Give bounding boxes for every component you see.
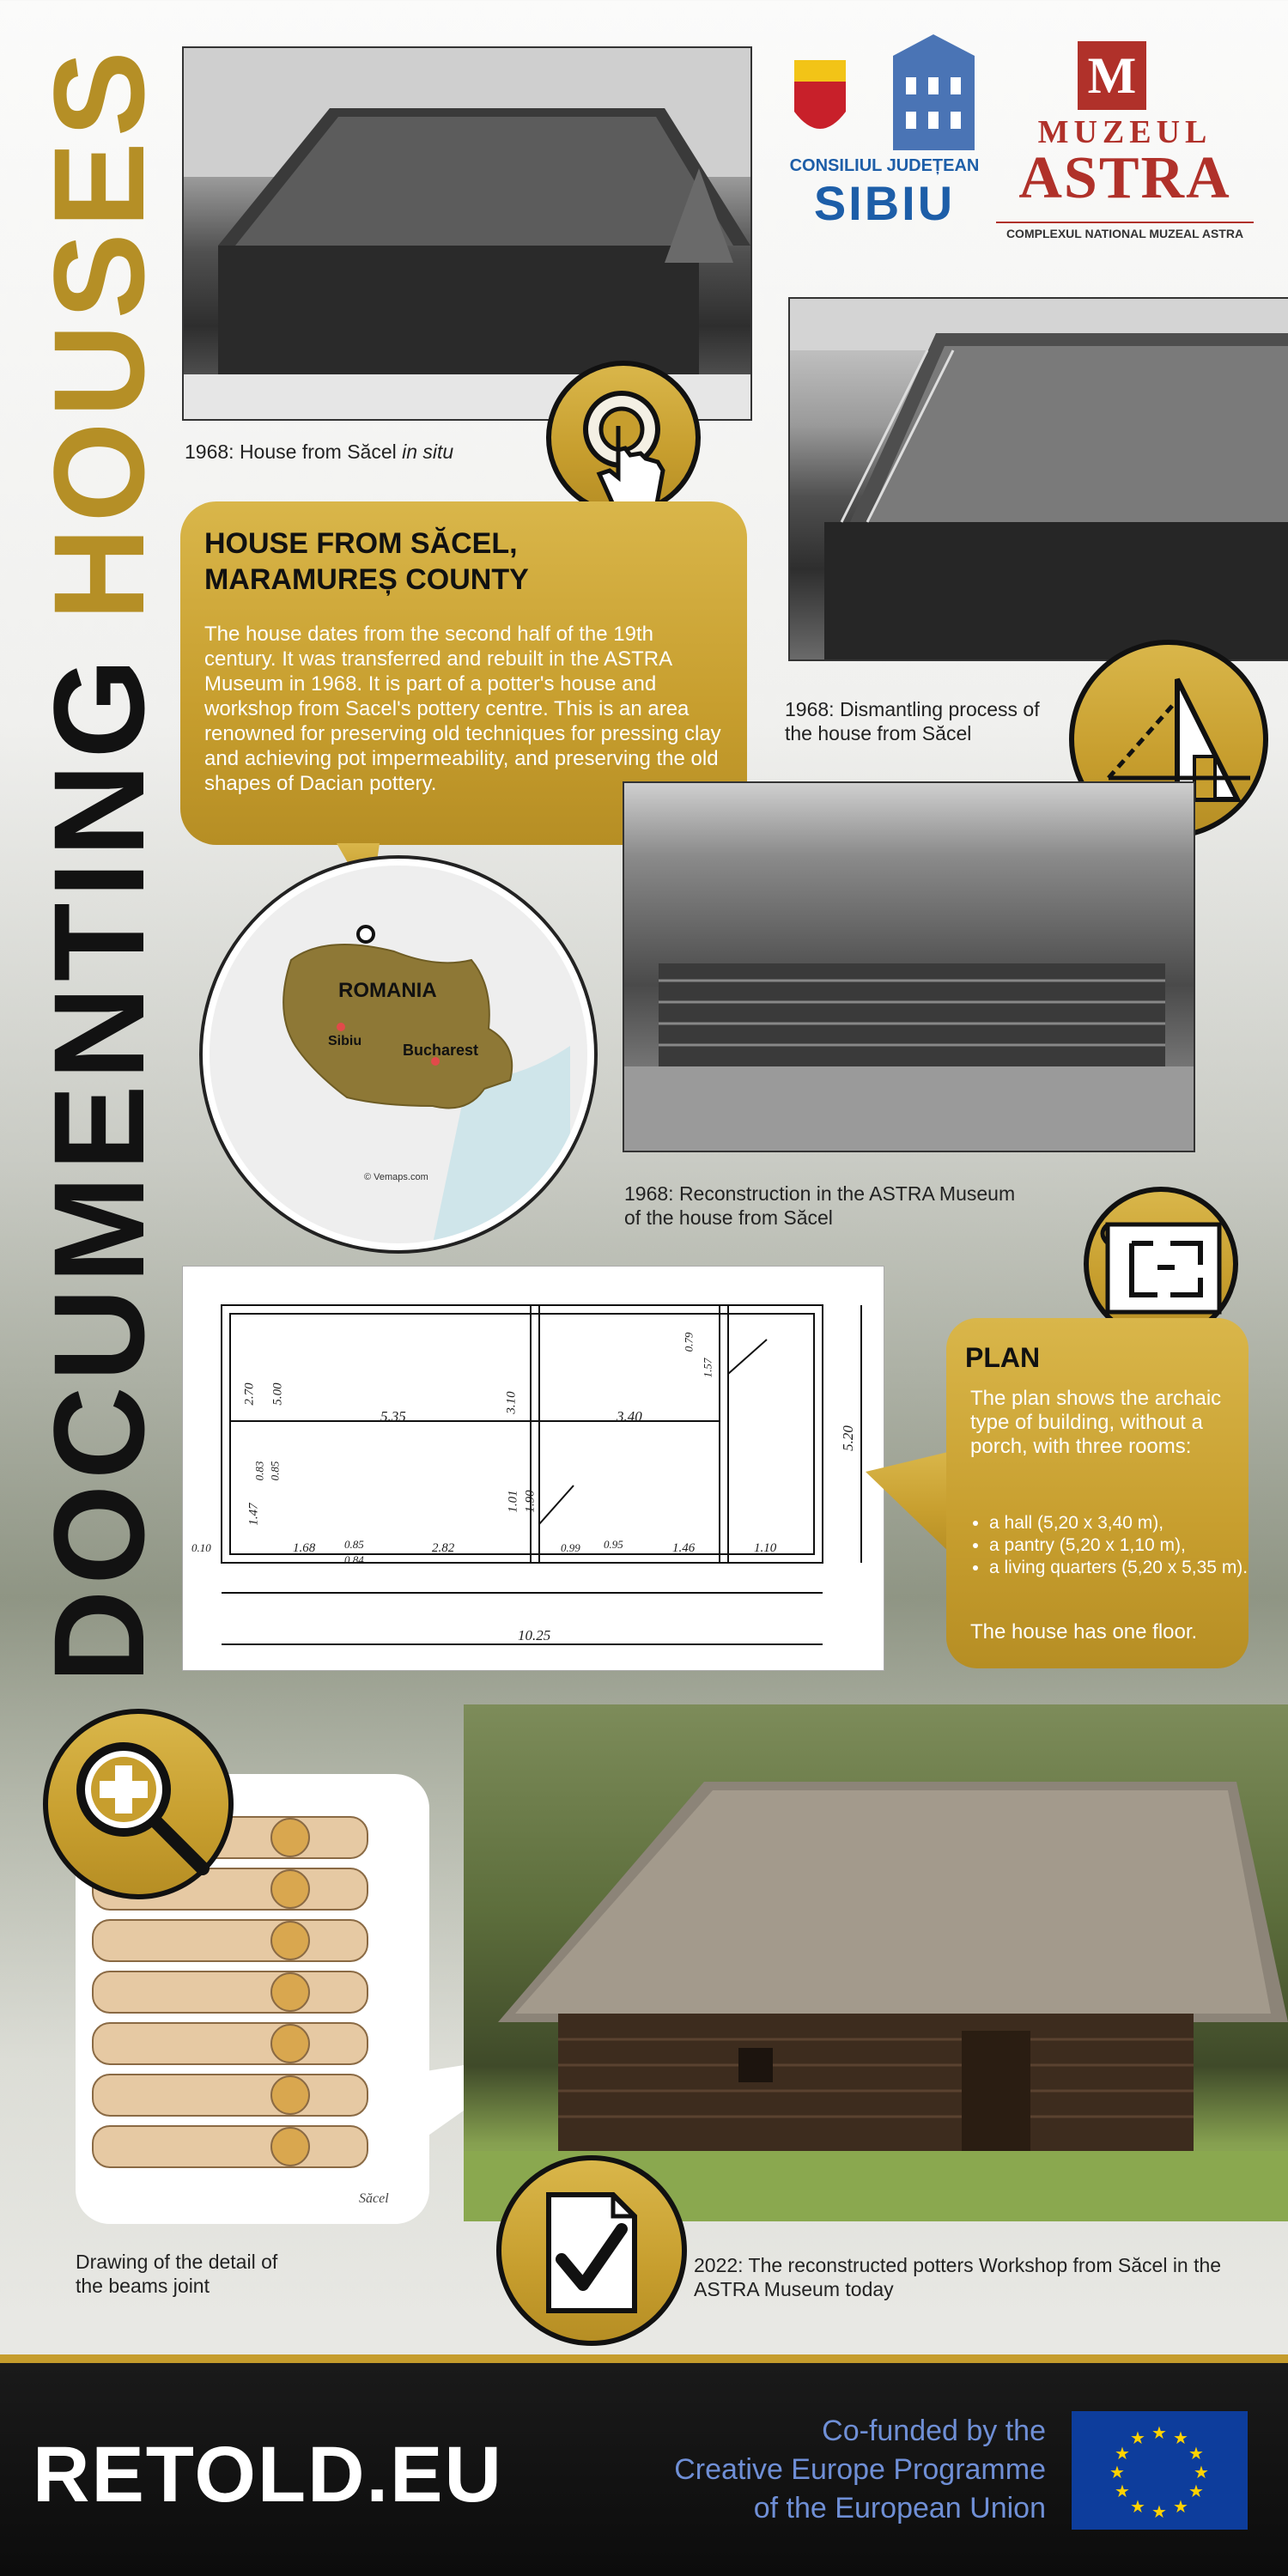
dim-5-00: 5.00 [270,1382,285,1406]
map-label-sibiu: Sibiu [328,1034,362,1048]
dim-0-79: 0.79 [682,1332,696,1352]
photo-dismantling [788,297,1288,661]
svg-text:★: ★ [1109,2462,1125,2482]
dim-5-35: 5.35 [380,1408,406,1425]
footer [0,2363,1288,2576]
svg-text:★: ★ [1151,2422,1167,2443]
dim-0-83: 0.83 [252,1461,266,1481]
svg-text:★: ★ [1173,2496,1188,2517]
logo-council-sibiu [786,34,983,249]
council-name-line2: SIBIU [813,176,956,230]
dim-0-99: 0.99 [561,1541,580,1554]
dim-1-46: 1.46 [672,1541,696,1555]
plan-outro: The house has one floor. [970,1620,1198,1643]
checkmark-badge [496,2155,687,2346]
coat-of-arms-icon [786,34,983,163]
house-info-heading: HOUSE FROM SĂCEL, MARAMUREȘ COUNTY [204,527,529,596]
plan-room-living: • a living quarters (5,20 x 5,35 m). [989,1557,1255,1579]
caption-drawing: Drawing of the detail of the beams joint [76,2251,278,2297]
vertical-title [27,34,171,1683]
dim-1-10: 1.10 [754,1541,777,1555]
museum-subtitle: COMPLEXUL NATIONAL MUZEAL ASTRA [996,222,1254,240]
eu-flag-icon [1072,2411,1248,2530]
museum-name-line1: MUZEUL [1037,114,1212,150]
logo-muzeul-astra [996,34,1254,249]
cofund-line2: Creative Europe Programme [674,2453,1046,2486]
plan-room-pantry: • a pantry (5,20 x 1,10 m), [989,1534,1255,1557]
map-credit: © Vemaps.com [364,1172,428,1182]
svg-text:★: ★ [1194,2462,1209,2482]
svg-text:★: ★ [1188,2481,1204,2501]
svg-text:★: ★ [1130,2496,1145,2517]
dim-10-25: 10.25 [518,1627,551,1643]
dim-3-10: 3.10 [504,1391,519,1414]
photo-house-in-situ [182,46,752,421]
cofund-line3: of the European Union [753,2492,1046,2524]
svg-text:★: ★ [1188,2443,1204,2464]
map-romania [203,859,594,1250]
sketch-signature: Săcel [359,2191,389,2206]
checkmark-document-icon [501,2160,682,2341]
astra-monogram-icon: M [1078,41,1146,110]
caption-photo1-text: 1968: House from Săcel [185,440,403,463]
plan-room-hall: • a hall (5,20 x 3,40 m), [989,1512,1255,1534]
dim-0-95: 0.95 [604,1538,623,1551]
romania-map-shape [210,866,587,1243]
dismantling-sketch [790,299,1288,659]
plan-intro: The plan shows the archaic type of building, without a porch, with three rooms: [970,1387,1222,1458]
dim-1-90: 1.90 [523,1490,538,1513]
dim-1-68: 1.68 [293,1541,316,1555]
zoom-in-icon [48,1714,228,1894]
plan-heading: PLAN [965,1342,1041,1373]
caption-photo3: 1968: Reconstruction in the ASTRA Museum of the house from Săcel [624,1182,1016,1229]
touch-pointer-badge [546,361,701,515]
dim-0-85b: 0.85 [268,1461,282,1481]
photo-reconstruction [623,781,1195,1152]
photo-today [464,1704,1288,2221]
dim-1-57: 1.57 [701,1358,714,1378]
dim-0-10: 0.10 [191,1541,211,1554]
dim-1-47: 1.47 [246,1503,261,1526]
magnifier-badge [43,1709,234,1899]
title-word-documenting: DOCUMENTING [27,653,171,1683]
svg-text:★: ★ [1151,2501,1167,2522]
svg-text:★: ★ [1115,2443,1130,2464]
plan-room-list [970,1512,1255,1579]
eu-stars-icon [1072,2411,1248,2530]
caption-photo2: 1968: Dismantling process of the house from Săcel [785,698,1040,744]
caption-photo1-italic: in situ [402,440,454,463]
dim-2-82: 2.82 [432,1541,455,1555]
house-info-body: The house dates from the second half of the 19th century. It was transferred and rebuilt in the ASTRA Museum in 1968. It is part of a potter's house and workshop from Sacel's pottery centre. This is an area renowned for preserving old techniques for pressing clay and achieving pot impermeability, and preserving the old shapes of Dacian pottery. [204,623,721,795]
svg-text:★: ★ [1130,2427,1145,2448]
dim-1-01: 1.01 [506,1490,520,1513]
plan-info-box [946,1318,1249,1668]
footer-site: RETOLD.EU [33,2431,503,2518]
map-label-bucharest: Bucharest [403,1042,479,1059]
hand-pointer-icon [551,366,696,510]
house-in-situ-sketch [184,48,750,419]
floor-plan-drawing [182,1266,884,1671]
svg-text:★: ★ [1173,2427,1188,2448]
floor-plan-lines [183,1267,884,1670]
dim-0-85: 0.85 [344,1538,364,1551]
house-today-sketch [464,1704,1288,2221]
map-label-country: ROMANIA [338,979,437,1002]
title-word-houses: HOUSES [27,46,171,621]
dim-5-20: 5.20 [839,1425,856,1451]
dim-3-40: 3.40 [617,1408,642,1425]
caption-photo4: 2022: The reconstructed potters Workshop from Săcel in the ASTRA Museum today [694,2254,1222,2300]
museum-name-line2: ASTRA [1018,145,1231,211]
svg-text:★: ★ [1115,2481,1130,2501]
cofund-line1: Co-funded by the [822,2415,1046,2447]
floorplan-scroll-icon [1089,1192,1233,1336]
dim-0-84: 0.84 [344,1553,364,1566]
council-name-line1: CONSILIUL JUDEȚEAN [789,156,980,175]
dim-2-70: 2.70 [242,1382,257,1406]
reconstruction-sketch [624,783,1194,1151]
